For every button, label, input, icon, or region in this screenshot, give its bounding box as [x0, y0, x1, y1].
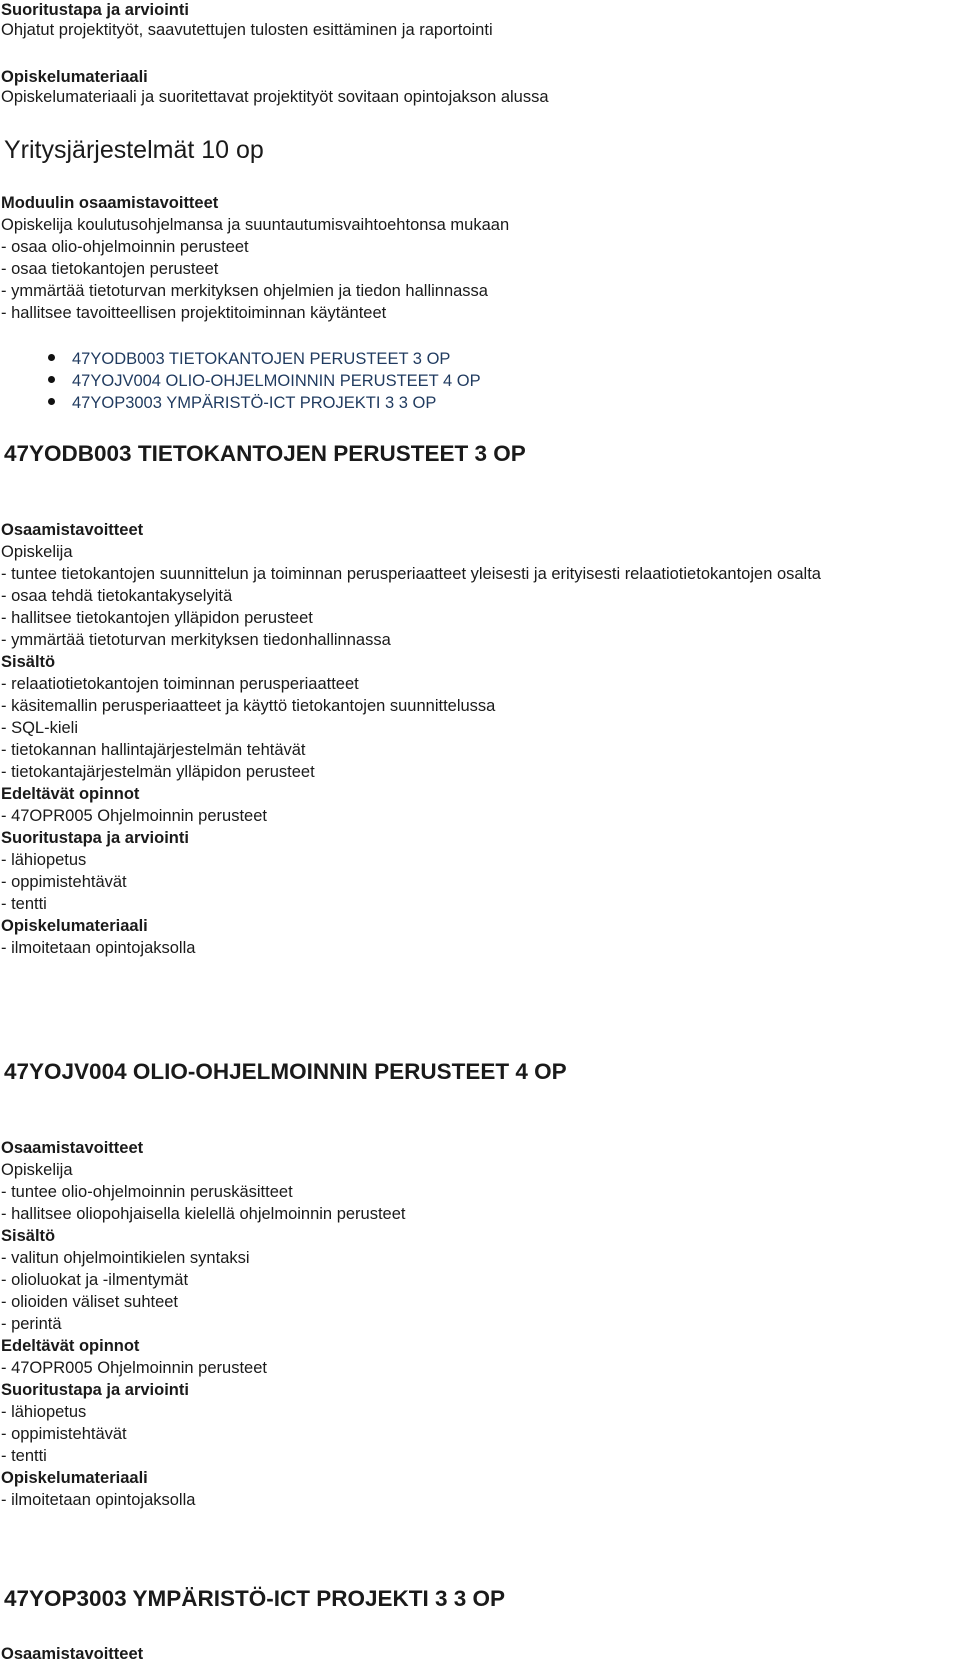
- section-heading: Osaamistavoitteet: [1, 521, 144, 539]
- course-link-ojv004[interactable]: 47YOJV004 OLIO-OHJELMOINNIN PERUSTEET 4 OP: [72, 372, 481, 390]
- bullet-icon: [48, 376, 55, 383]
- body-text: Ohjatut projektityöt, saavutettujen tulosten esittäminen ja raportointi: [1, 21, 493, 39]
- body-text: - 47OPR005 Ohjelmoinnin perusteet: [1, 1359, 267, 1377]
- body-text: - olioiden väliset suhteet: [1, 1293, 179, 1311]
- body-text: - tuntee tietokantojen suunnittelun ja toiminnan perusperiaatteet yleisesti ja erityisesti relaatiotietokantojen osalta: [1, 565, 821, 583]
- section-heading: Opiskelumateriaali: [1, 68, 148, 86]
- course-link-odb003[interactable]: 47YODB003 TIETOKANTOJEN PERUSTEET 3 OP: [72, 350, 451, 368]
- body-text: Opiskelija: [1, 543, 73, 561]
- body-text: - tietokannan hallintajärjestelmän tehtävät: [1, 741, 306, 759]
- course-title: 47YOP3003 YMPÄRISTÖ-ICT PROJEKTI 3 3 OP: [4, 1586, 505, 1611]
- body-text: Opiskelumateriaali ja suoritettavat projektityöt sovitaan opintojakson alussa: [1, 88, 549, 106]
- body-text: - ymmärtää tietoturvan merkityksen ohjelmien ja tiedon hallinnassa: [1, 282, 488, 300]
- course-title: 47YOJV004 OLIO-OHJELMOINNIN PERUSTEET 4 OP: [4, 1059, 567, 1084]
- section-heading: Osaamistavoitteet: [1, 1139, 144, 1157]
- body-text: - hallitsee oliopohjaisella kielellä ohjelmoinnin perusteet: [1, 1205, 406, 1223]
- body-text: - ilmoitetaan opintojaksolla: [1, 939, 196, 957]
- body-text: - valitun ohjelmointikielen syntaksi: [1, 1249, 250, 1267]
- body-text: - tentti: [1, 1447, 47, 1465]
- body-text: Opiskelija: [1, 1161, 73, 1179]
- body-text: - käsitemallin perusperiaatteet ja käyttö tietokantojen suunnittelussa: [1, 697, 496, 715]
- module-title: Yritysjärjestelmät 10 op: [4, 136, 264, 164]
- section-heading: Suoritustapa ja arviointi: [1, 829, 189, 847]
- body-text: - SQL-kieli: [1, 719, 79, 737]
- course-title: 47YODB003 TIETOKANTOJEN PERUSTEET 3 OP: [4, 441, 526, 466]
- section-heading: Sisältö: [1, 1227, 56, 1245]
- body-text: - olioluokat ja -ilmentymät: [1, 1271, 189, 1289]
- body-text: - oppimistehtävät: [1, 1425, 127, 1443]
- body-text: - oppimistehtävät: [1, 873, 127, 891]
- body-text: - tuntee olio-ohjelmoinnin peruskäsitteet: [1, 1183, 293, 1201]
- body-text: - ilmoitetaan opintojaksolla: [1, 1491, 196, 1509]
- section-heading: Opiskelumateriaali: [1, 917, 148, 935]
- section-heading: Sisältö: [1, 653, 56, 671]
- body-text: - tentti: [1, 895, 47, 913]
- section-heading: Moduulin osaamistavoitteet: [1, 194, 219, 212]
- body-text: - 47OPR005 Ohjelmoinnin perusteet: [1, 807, 267, 825]
- section-heading: Edeltävät opinnot: [1, 785, 140, 803]
- body-text: - tietokantajärjestelmän ylläpidon perusteet: [1, 763, 315, 781]
- body-text: - hallitsee tavoitteellisen projektitoiminnan käytänteet: [1, 304, 387, 322]
- body-text: - lähiopetus: [1, 1403, 87, 1421]
- section-heading: Edeltävät opinnot: [1, 1337, 140, 1355]
- section-heading: Suoritustapa ja arviointi: [1, 1, 189, 19]
- body-text: - perintä: [1, 1315, 62, 1333]
- body-text: - osaa olio-ohjelmoinnin perusteet: [1, 238, 249, 256]
- body-text: - lähiopetus: [1, 851, 87, 869]
- section-heading: Osaamistavoitteet: [1, 1645, 144, 1663]
- body-text: - hallitsee tietokantojen ylläpidon perusteet: [1, 609, 313, 627]
- body-text: - ymmärtää tietoturvan merkityksen tiedonhallinnassa: [1, 631, 391, 649]
- body-text: - relaatiotietokantojen toiminnan perusperiaatteet: [1, 675, 359, 693]
- body-text: Opiskelija koulutusohjelmansa ja suuntautumisvaihtoehtonsa mukaan: [1, 216, 510, 234]
- bullet-icon: [48, 398, 55, 405]
- body-text: - osaa tietokantojen perusteet: [1, 260, 219, 278]
- section-heading: Suoritustapa ja arviointi: [1, 1381, 189, 1399]
- section-heading: Opiskelumateriaali: [1, 1469, 148, 1487]
- body-text: - osaa tehdä tietokantakyselyitä: [1, 587, 233, 605]
- bullet-icon: [48, 354, 55, 361]
- course-link-op3003[interactable]: 47YOP3003 YMPÄRISTÖ-ICT PROJEKTI 3 3 OP: [72, 394, 437, 412]
